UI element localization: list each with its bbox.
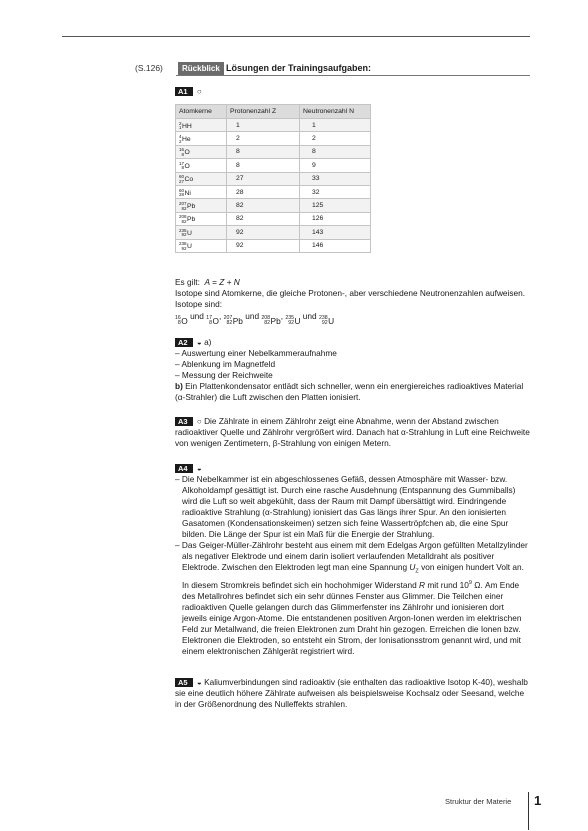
cell-neutronenzahl: 146 bbox=[300, 239, 371, 252]
table-row bbox=[176, 199, 371, 212]
task-a2 bbox=[175, 337, 530, 403]
cell-nucleus: 208 82 Pb bbox=[176, 212, 227, 225]
table-row bbox=[176, 185, 371, 198]
a4-bullet-geiger-mueller: – Das Geiger-Müller-Zählrohr besteht aus einem mit dem Edelgas Argon gefüllten Metallzylinder als negativer Elektrode und einem darin isoliert verlaufenden Metalldraht als positiver Elektrode. Zwischen den Elektroden legt man eine Spannung $U_Z$ von einigen hundert Volt an. In diesem Stromkreis befindet sich ein hochohmiger Widerstand R mit rund $10^9$ Ω. Am Ende des Metallrohres befindet sich ein sehr dünnes Fenster aus Glimmer. Die Teilchen einer radioaktiven Quelle gelangen durch das Glimmerfenster ins Zählrohr und ionisieren dort jeweils einige Argon-Atome. Die entstandenen positiven Argon-Ionen werden im elektrischen Feld zur Metallwand, die freien Elektronen zum Draht hin gezogen. Erreichen die Ionen bzw. Elektronen die Elektroden, so entsteht ein Strom, der Ionisationsstrom genannt wird, und mit einem elektronischen Zählgerät registriert wird. bbox=[175, 540, 528, 656]
formula: A = Z + N bbox=[204, 277, 240, 287]
cell-neutronenzahl: 125 bbox=[300, 199, 371, 212]
cell-neutronenzahl: 126 bbox=[300, 212, 371, 225]
col-header-protonenzahl: Protonenzahl Z bbox=[227, 105, 300, 119]
table-row bbox=[176, 159, 371, 172]
task-a2-header bbox=[175, 337, 530, 348]
task-a1-text bbox=[175, 277, 530, 327]
formula-intro: Es gilt: bbox=[175, 277, 200, 287]
isotope-o16: 16 8 O bbox=[175, 315, 188, 327]
cell-protonenzahl: 28 bbox=[227, 185, 300, 198]
cell-neutronenzahl: 33 bbox=[300, 172, 371, 185]
cell-neutronenzahl: 32 bbox=[300, 185, 371, 198]
task-a4-header bbox=[175, 463, 530, 474]
top-rule bbox=[62, 36, 530, 37]
a2-part-b bbox=[175, 381, 530, 403]
table-row bbox=[176, 119, 371, 132]
cell-protonenzahl: 82 bbox=[227, 212, 300, 225]
cell-protonenzahl: 8 bbox=[227, 159, 300, 172]
table-row bbox=[176, 226, 371, 239]
difficulty-medium-icon: ◒ bbox=[196, 464, 202, 474]
a2-bullet-2: – Ablenkung im Magnetfeld bbox=[175, 359, 276, 370]
footer-divider bbox=[528, 792, 529, 830]
cell-nucleus: 60 27 Co bbox=[176, 172, 227, 185]
page-number: 1 bbox=[534, 793, 542, 808]
page-reference: (S.126) bbox=[135, 63, 163, 73]
a2-bullet-1: – Auswertung einer Nebelkammeraufnahme bbox=[175, 348, 337, 359]
isotope-u235: 235 92 U bbox=[285, 315, 301, 327]
isotope-definition: Isotope sind Atomkerne, die gleiche Protonen-, aber verschiedene Neutronenzahlen aufweisen. Isotope sind: bbox=[175, 288, 526, 309]
table-row bbox=[176, 132, 371, 145]
a2-bullet-3: – Messung der Reichweite bbox=[175, 370, 273, 381]
cell-nucleus: 207 82 Pb bbox=[176, 199, 227, 212]
cell-neutronenzahl: 9 bbox=[300, 159, 371, 172]
cell-nucleus: 4 2 He bbox=[176, 132, 227, 145]
difficulty-medium-icon: ◒ bbox=[196, 678, 202, 688]
rueckblick-badge: Rückblick bbox=[178, 62, 224, 75]
cell-nucleus: 2 1 HH bbox=[176, 119, 227, 132]
cell-protonenzahl: 82 bbox=[227, 199, 300, 212]
cell-nucleus: 16 8 O bbox=[176, 145, 227, 158]
isotope-pb208: 208 82 Pb bbox=[261, 315, 281, 327]
a5-text: Kaliumverbindungen sind radioaktiv (sie enthalten das radioaktive Isotop K-40), weshalb sie eine deutlich höhere Zählrate aufweisen als beispielsweise Kochsalz oder Seesand, welche in der Größenordnung des Nulleffekts strahlen. bbox=[175, 677, 528, 710]
cell-nucleus: 60 28 Ni bbox=[176, 185, 227, 198]
difficulty-easy-icon: ○ bbox=[196, 87, 202, 97]
isotope-pb207: 207 82 Pb bbox=[223, 315, 243, 327]
footer-chapter: Struktur der Materie bbox=[445, 797, 512, 806]
cell-neutronenzahl: 2 bbox=[300, 132, 371, 145]
cell-protonenzahl: 92 bbox=[227, 239, 300, 252]
section-title: Lösungen der Trainingsaufgaben: bbox=[226, 63, 372, 73]
col-header-neutronenzahl: Neutronenzahl N bbox=[300, 105, 371, 119]
task-label-a4: A4 bbox=[175, 464, 193, 473]
task-a4 bbox=[175, 463, 530, 657]
difficulty-easy-icon: ○ bbox=[196, 417, 202, 427]
part-b-label: b) bbox=[175, 381, 183, 392]
nuclei-table bbox=[175, 104, 371, 253]
task-label-a1: A1 bbox=[175, 87, 193, 96]
isotope-u238: 238 92 U bbox=[318, 315, 335, 327]
cell-nucleus: 238 92 U bbox=[176, 239, 227, 252]
section-rule bbox=[176, 75, 530, 76]
cell-protonenzahl: 8 bbox=[227, 145, 300, 158]
cell-neutronenzahl: 143 bbox=[300, 226, 371, 239]
cell-neutronenzahl: 8 bbox=[300, 145, 371, 158]
part-a-label: a) bbox=[204, 337, 212, 347]
cell-protonenzahl: 1 bbox=[227, 119, 300, 132]
a4-bullet-nebelkammer: – Die Nebelkammer ist ein abgeschlossenes Gefäß, dessen Atmosphäre mit Wasser- bzw. Alkoholdampf gesättigt ist. Durch eine rasche Ausdehnung (Entspannung des Gummiballs) wird die Luft so weit abgekühlt, dass der Raum mit Dampf übersättigt wird. Eindringende radioaktive Strahlung (α-Strahlung) ionisiert das Gas längs ihrer Spur. An den ionisierten Gasatomen (Kondensationskeimen) setzen sich feine Wassertröpfchen ab, die eine Spur bilden. Die Länge der Spur ist ein Maß für die Energie der Strahlung. bbox=[175, 474, 516, 540]
task-a1-header bbox=[175, 86, 530, 97]
cell-protonenzahl: 92 bbox=[227, 226, 300, 239]
col-header-atomkerne: Atomkerne bbox=[176, 105, 227, 119]
task-a5 bbox=[175, 677, 530, 710]
task-label-a2: A2 bbox=[175, 338, 193, 347]
part-b-text: Ein Plattenkondensator entlädt sich schneller, wenn ein energiereiches radioaktives Material (α-Strahler) die Luft zwischen den Platten ionisiert. bbox=[175, 381, 524, 403]
task-label-a3: A3 bbox=[175, 417, 193, 426]
task-label-a5: A5 bbox=[175, 678, 193, 687]
cell-nucleus: 235 92 U bbox=[176, 226, 227, 239]
table-row bbox=[176, 212, 371, 225]
a3-text: Die Zählrate in einem Zählrohr zeigt eine Abnahme, wenn der Abstand zwischen radioaktiver Quelle und Zählrohr vergrößert wird. Danach hat α-Strahlung in Luft eine Reichweite von wenigen Zentimetern, β-Strahlung von einigen Metern. bbox=[175, 416, 530, 449]
difficulty-medium-icon: ◒ bbox=[196, 338, 202, 348]
section-header bbox=[0, 62, 588, 76]
formula-line bbox=[175, 277, 530, 288]
isotope-o17: 17 8 O bbox=[206, 315, 219, 327]
task-a3 bbox=[175, 416, 530, 449]
table-row bbox=[176, 145, 371, 158]
table-row bbox=[176, 172, 371, 185]
table-row bbox=[176, 239, 371, 252]
table-header-row bbox=[176, 105, 371, 119]
cell-protonenzahl: 2 bbox=[227, 132, 300, 145]
isotope-list: 16 8 O und 17 8 O , 207 82 Pb und 208 82 Pb , 235 92 U und 238 92 U bbox=[175, 311, 335, 327]
cell-nucleus: 17 8 O bbox=[176, 159, 227, 172]
cell-neutronenzahl: 1 bbox=[300, 119, 371, 132]
cell-protonenzahl: 27 bbox=[227, 172, 300, 185]
